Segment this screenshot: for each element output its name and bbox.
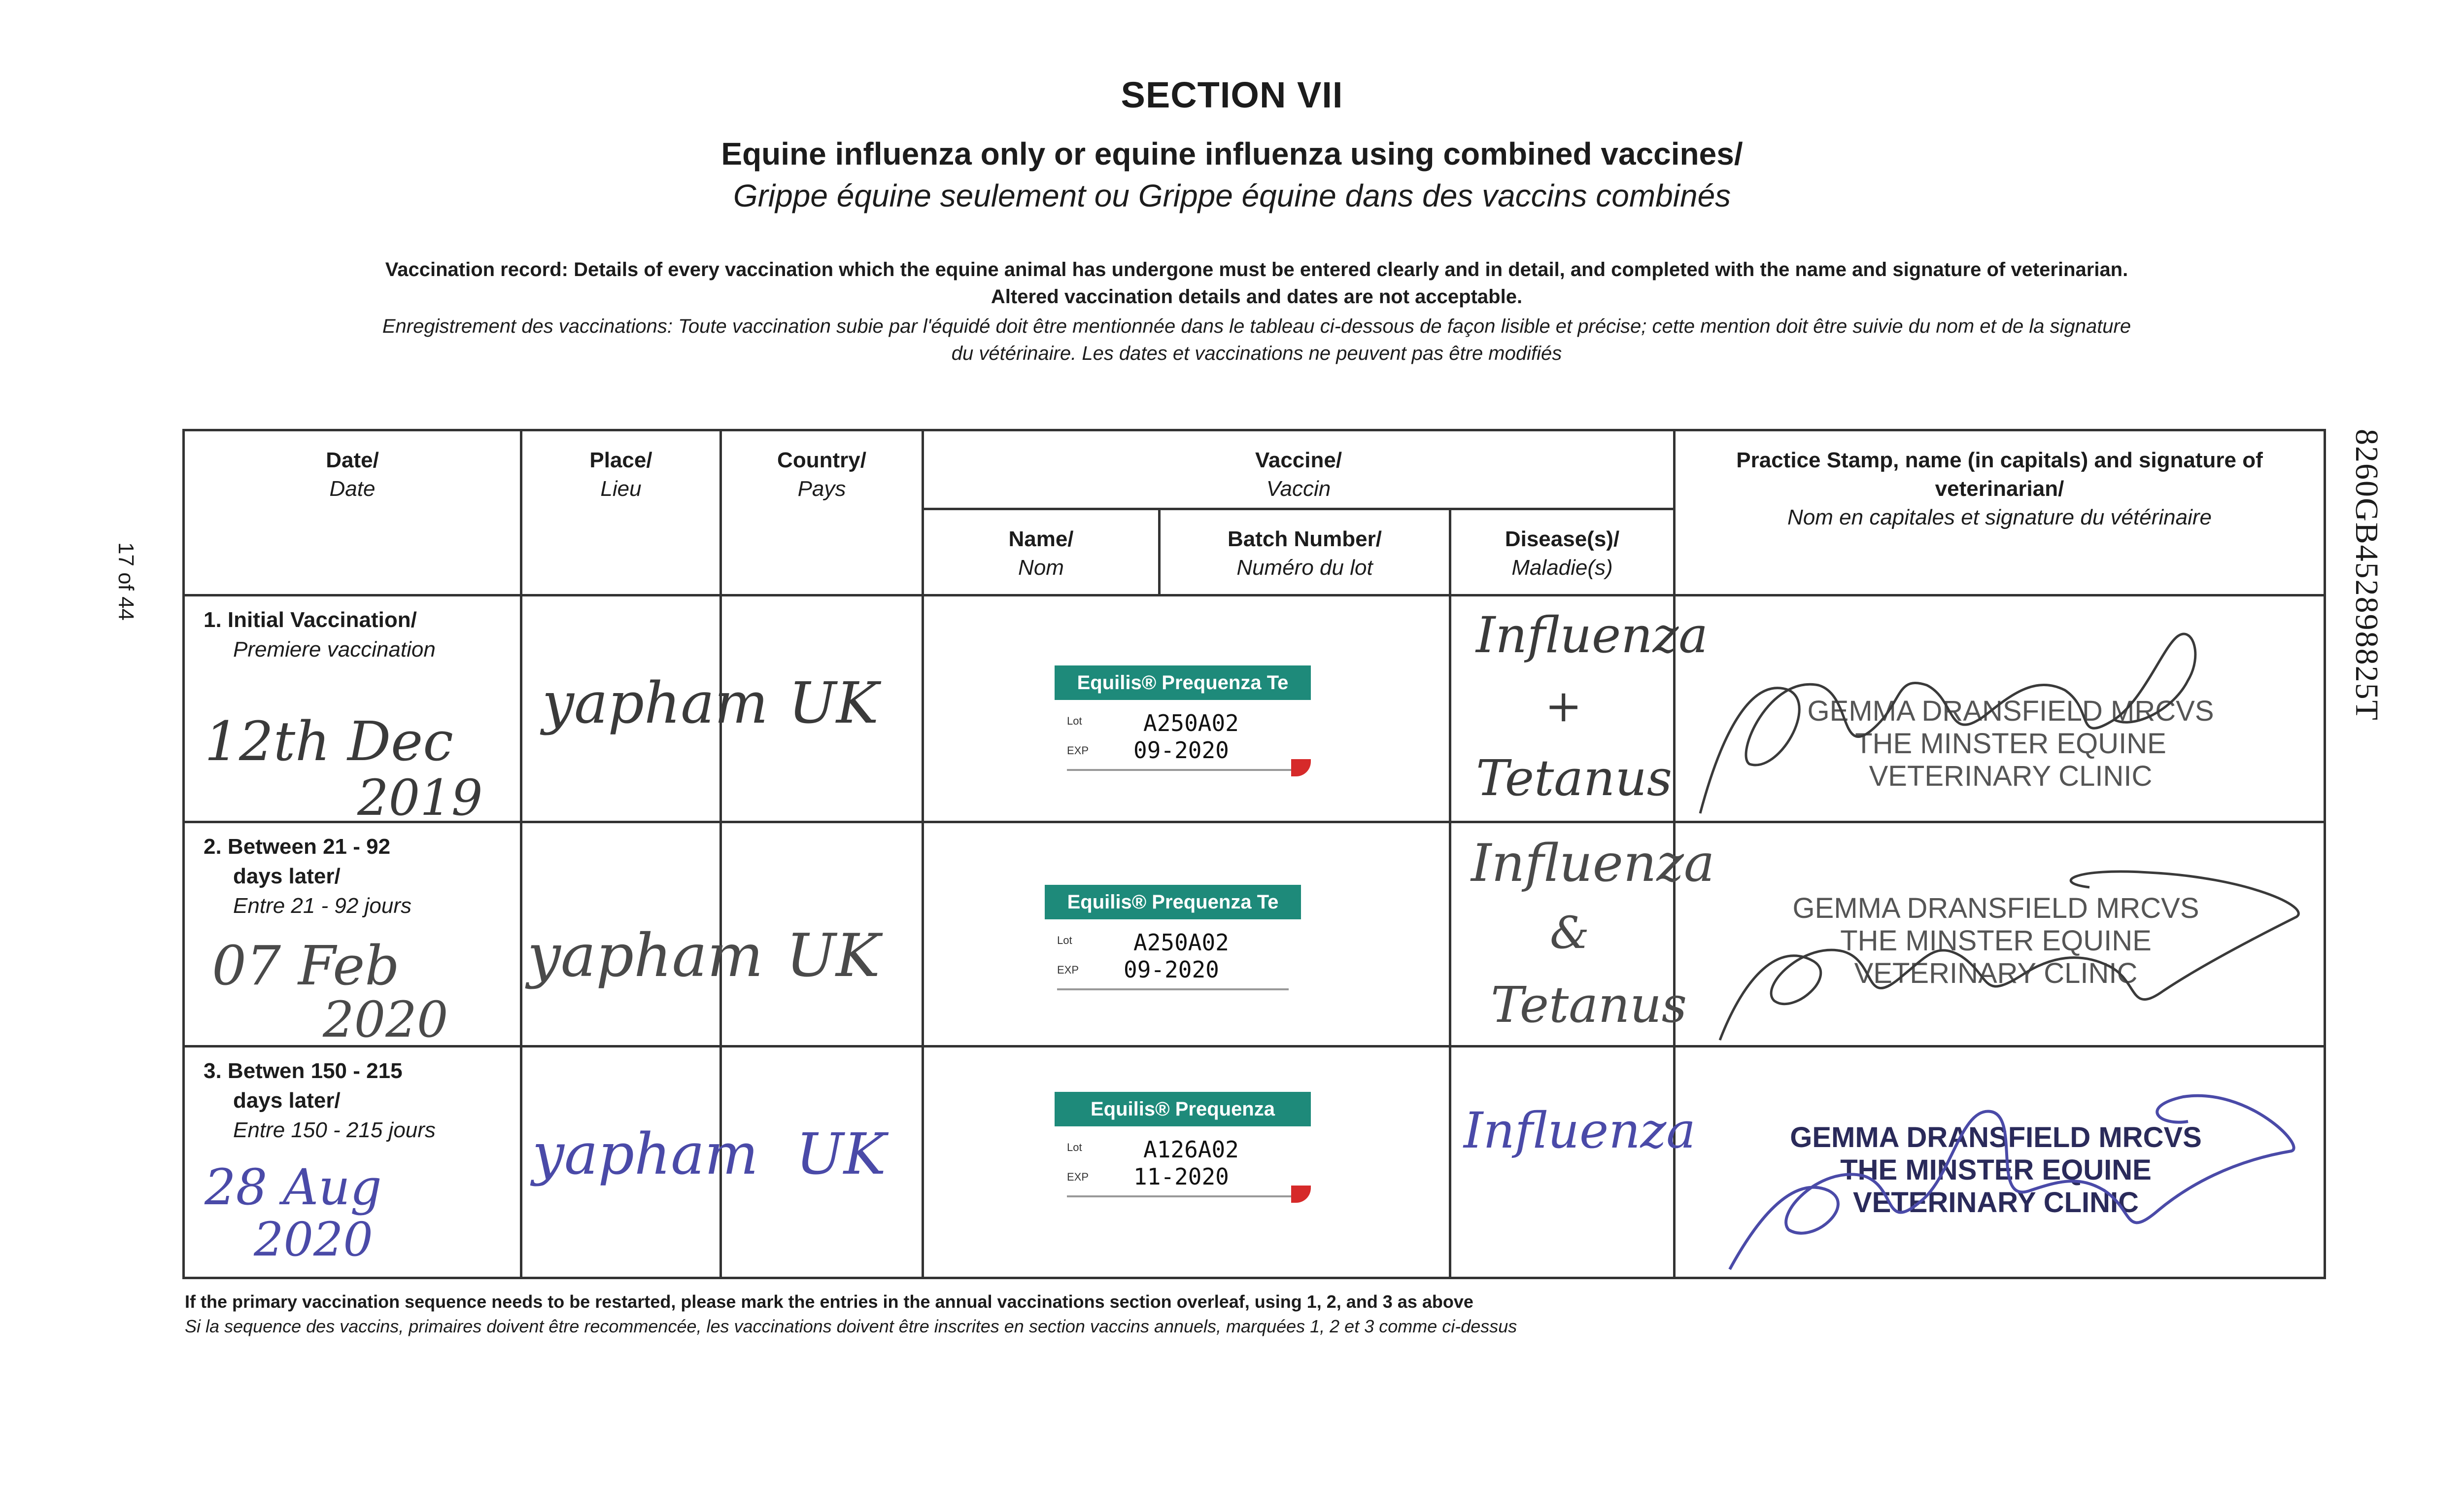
handwritten-country: UK (786, 922, 880, 990)
stamp-line-3: VETERINARY CLINIC (1854, 957, 2138, 989)
stamp-line-2: THE MINSTER EQUINE (1855, 728, 2166, 760)
footer-english: If the primary vaccination sequence needs to be restarted, please mark the entries in the annual vaccinations section overleaf, using 1, 2, and 3 as above (185, 1292, 1473, 1312)
stamp-line-3: VETERINARY CLINIC (1852, 1187, 2139, 1219)
veterinarian-signature (1690, 616, 2242, 823)
sticker-red-corner (1291, 759, 1311, 776)
expiry-date: 11-2020 (1133, 1163, 1229, 1190)
row-label-fr: Entre 21 - 92 jours (233, 894, 411, 918)
row-label-en-2: days later/ (233, 864, 341, 888)
heading-english: Equine influenza only or equine influenza using combined vaccines/ (721, 136, 1743, 172)
footer-french: Si la sequence des vaccins, primaires doivent être recommencée, les vaccinations doivent être inscrites en section vaccins annuels, marquées 1, 2 et 3 comme ci-dessus (185, 1316, 1517, 1336)
stamp-line-1: GEMMA DRANSFIELD MRCVS (1790, 1121, 2202, 1153)
cell-practice-stamp (1675, 822, 2325, 1047)
handwritten-disease-1: Influenza (1476, 606, 1708, 664)
table-row (184, 822, 2325, 1047)
page-indicator (103, 542, 148, 661)
handwritten-date: 12th Dec (205, 710, 453, 773)
stamp-line-3: VETERINARY CLINIC (1869, 760, 2153, 792)
record-instructions-fr-1: Enregistrement des vaccinations: Toute vaccination subie par l'équidé doit être mentionnée dans le tableau ci-dessous de façon lisible et précise; cette mention doit être suivie du nom et de la signature (382, 315, 2131, 337)
header-diseases: Disease(s)/ Maladie(s) (1450, 509, 1675, 595)
section-title: SECTION VII (1121, 74, 1343, 115)
stamp-line-2: THE MINSTER EQUINE (1840, 1154, 2152, 1186)
exp-label: EXP (1057, 964, 1079, 976)
handwritten-disease-2: + (1545, 680, 1582, 732)
batch-number: A250A02 (1133, 929, 1229, 956)
cell-date (184, 1047, 521, 1278)
lot-label: Lot (1057, 934, 1072, 946)
cell-vaccine-label (923, 595, 1450, 822)
cell-place (521, 1047, 758, 1278)
cell-vaccine-label (923, 822, 1450, 1047)
expiry-date: 09-2020 (1133, 737, 1229, 764)
header-date: Date/ Date (184, 430, 521, 595)
cell-place (521, 595, 768, 822)
vaccine-name: Equilis® Prequenza (1055, 1092, 1311, 1126)
cell-vaccine-label (923, 1047, 1450, 1278)
cell-diseases (1450, 595, 1708, 822)
cell-diseases (1450, 1047, 1696, 1278)
exp-label: EXP (1067, 1171, 1089, 1183)
vaccination-table (182, 429, 2326, 1279)
sticker-line (1067, 1195, 1299, 1197)
table-row (184, 1047, 2325, 1278)
header-vaccine: Vaccine/ Vaccin (923, 430, 1675, 509)
cell-date (184, 822, 521, 1047)
header-batch-number: Batch Number/ Numéro du lot (1160, 509, 1450, 595)
passport-number (2336, 429, 2395, 774)
header-country: Country/ Pays (721, 430, 923, 595)
cell-country (721, 1047, 923, 1278)
sticker-line (1057, 988, 1289, 990)
row-label-en: 1. Initial Vaccination/ (204, 608, 417, 632)
handwritten-disease-3: Tetanus (1491, 976, 1687, 1034)
stamp-line-1: GEMMA DRANSFIELD MRCVS (1792, 892, 2199, 924)
record-instructions-fr-2: du vétérinaire. Les dates et vaccinations ne peuvent pas être modifiés (951, 343, 1562, 364)
veterinarian-signature (1715, 1077, 2306, 1274)
handwritten-year: 2020 (254, 1213, 373, 1267)
heading-french: Grippe équine seulement ou Grippe équine dans des vaccins combinés (733, 178, 1731, 213)
handwritten-date: 28 Aug (205, 1158, 382, 1216)
handwritten-date: 07 Feb (212, 934, 400, 997)
handwritten-country: UK (796, 1121, 886, 1187)
batch-number: A126A02 (1143, 1136, 1239, 1163)
cell-practice-stamp (1675, 1047, 2325, 1278)
header-vaccine-name: Name/ Nom (923, 509, 1160, 595)
cell-practice-stamp (1675, 595, 2325, 822)
cell-country (721, 595, 923, 822)
passport-number-text: 8260GB452898825T (2349, 429, 2385, 721)
handwritten-country: UK (788, 670, 879, 736)
handwritten-place: yapham (542, 670, 768, 736)
vaccine-sticker (1055, 665, 1311, 789)
header-practice-stamp: Practice Stamp, name (in capitals) and signature of veterinarian/ Nom en capitales et signature du vétérinaire (1675, 430, 2325, 595)
batch-number: A250A02 (1143, 710, 1239, 736)
handwritten-disease-1: Influenza (1464, 1102, 1696, 1159)
lot-label: Lot (1067, 715, 1082, 727)
veterinarian-signature (1705, 853, 2316, 1045)
row-label-en-2: days later/ (233, 1088, 341, 1113)
handwritten-place: yapham (527, 922, 763, 990)
cell-country (721, 822, 923, 1047)
stamp-line-2: THE MINSTER EQUINE (1840, 925, 2152, 957)
handwritten-disease-3: Tetanus (1476, 749, 1673, 807)
vaccine-sticker (1045, 885, 1301, 1008)
stamp-line-1: GEMMA DRANSFIELD MRCVS (1807, 695, 2214, 727)
vaccine-name: Equilis® Prequenza Te (1055, 665, 1311, 700)
table-row (184, 595, 2325, 822)
exp-label: EXP (1067, 744, 1089, 757)
record-instructions-en-2: Altered vaccination details and dates are not acceptable. (991, 286, 1523, 308)
row-label-en-1: 2. Between 21 - 92 (204, 835, 391, 859)
row-label-en-1: 3. Betwen 150 - 215 (204, 1059, 403, 1083)
handwritten-year: 2019 (357, 769, 483, 827)
vaccine-sticker (1055, 1092, 1311, 1215)
cell-diseases (1450, 822, 1715, 1047)
cell-date (184, 595, 521, 827)
handwritten-disease-2: & (1550, 907, 1590, 959)
handwritten-place: yapham (532, 1121, 758, 1187)
record-instructions-en-1: Vaccination record: Details of every vaccination which the equine animal has undergone must be entered clearly and in detail, and completed with the name and signature of veterinarian. (385, 259, 2128, 280)
vaccine-name: Equilis® Prequenza Te (1045, 885, 1301, 919)
expiry-date: 09-2020 (1124, 956, 1219, 983)
row-label-fr: Premiere vaccination (233, 637, 436, 662)
header-place: Place/ Lieu (521, 430, 721, 595)
lot-label: Lot (1067, 1141, 1082, 1153)
cell-place (521, 822, 763, 1047)
sticker-red-corner (1291, 1186, 1311, 1203)
page-indicator-text: 17 of 44 (114, 542, 138, 621)
handwritten-disease-1: Influenza (1471, 833, 1715, 893)
handwritten-year: 2020 (323, 991, 448, 1048)
sticker-line (1067, 769, 1299, 771)
row-label-fr: Entre 150 - 215 jours (233, 1118, 436, 1142)
